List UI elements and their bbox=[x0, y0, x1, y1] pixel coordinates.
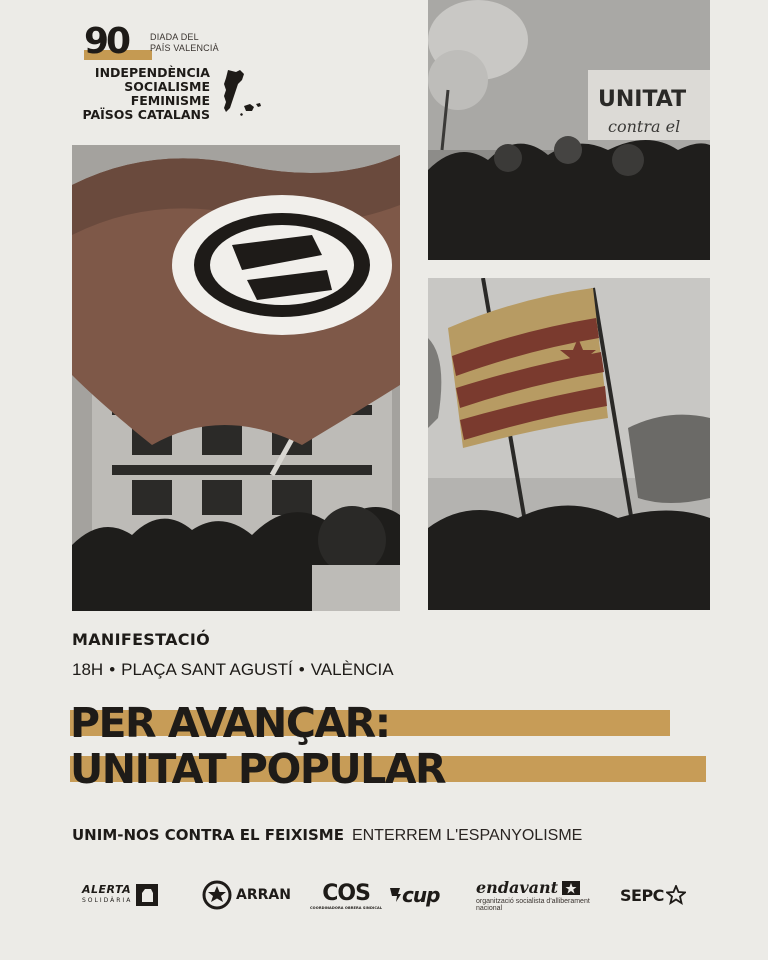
slogan-socialisme: SOCIALISME bbox=[124, 79, 210, 94]
sepc-logo: SEPC bbox=[620, 872, 692, 918]
headline-line-1: PER AVANÇAR: bbox=[70, 700, 445, 746]
subline-light: ENTERREM L'ESPANYOLISME bbox=[351, 827, 583, 844]
photo-antifascist-flag bbox=[72, 145, 400, 611]
event-city: VALÈNCIA bbox=[310, 660, 394, 679]
diada-90-logo bbox=[84, 21, 224, 62]
paisos-catalans-map-icon bbox=[214, 68, 264, 124]
slogan-list bbox=[80, 66, 210, 122]
photo-crowd-unitat-banner bbox=[428, 0, 710, 260]
slogan-paisos-catalans: PAÏSOS CATALANS bbox=[82, 107, 210, 122]
headline-line-2: UNITAT POPULAR bbox=[70, 746, 445, 792]
event-place: PLAÇA SANT AGUSTÍ bbox=[121, 660, 293, 679]
separator-dot: • bbox=[109, 660, 116, 679]
arran-logo: ARRAN bbox=[202, 872, 298, 918]
banner-text-contra: contra el bbox=[608, 117, 681, 136]
subline-bold: UNIM-NOS CONTRA EL FEIXISME bbox=[72, 826, 344, 844]
star-flag-icon bbox=[562, 881, 580, 895]
cos-logo: COS COORDINADORA OBRERA SINDICAL bbox=[310, 880, 383, 910]
diada-label: DIADA DEL PAÍS VALENCIÀ bbox=[150, 32, 219, 53]
cup-mark-icon bbox=[388, 886, 402, 904]
slogan-feminisme: FEMINISME bbox=[130, 93, 210, 108]
separator-dot: • bbox=[298, 660, 305, 679]
organization-logos bbox=[72, 872, 696, 922]
event-time: 18H bbox=[72, 660, 104, 679]
star-circle-icon bbox=[202, 880, 232, 910]
fist-icon bbox=[136, 884, 158, 906]
cup-logo: cup bbox=[388, 872, 452, 918]
endavant-logo: endavant organització socialista d'alliberament nacional bbox=[476, 878, 590, 912]
event-details bbox=[72, 660, 394, 680]
slogan-independencia: INDEPENDÈNCIA bbox=[94, 65, 210, 80]
photo-senyera-flag bbox=[428, 278, 710, 610]
banner-text-unitat: UNITAT bbox=[598, 87, 687, 112]
event-type: MANIFESTACIÓ bbox=[72, 630, 210, 649]
headline bbox=[70, 700, 445, 792]
anniversary-number: 90 bbox=[84, 21, 129, 62]
star-outline-icon bbox=[666, 885, 686, 905]
alerta-solidaria-logo: ALERTA SOLIDÀRIA bbox=[82, 872, 178, 918]
subline bbox=[72, 826, 582, 845]
